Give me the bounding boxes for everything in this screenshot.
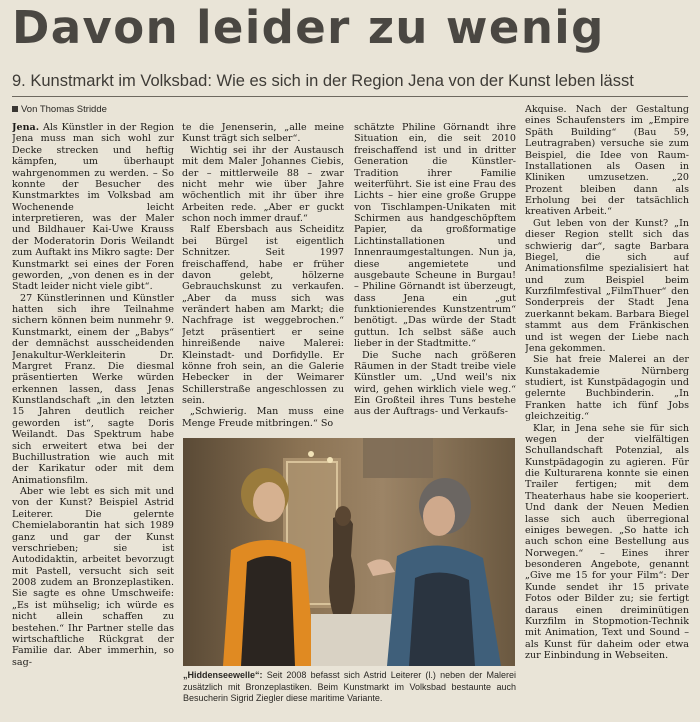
byline-text: Von Thomas Stridde: [21, 104, 107, 115]
caption-text: Seit 2008 befasst sich Astrid Leiterer (l.) neben der Malerei zusätzlich mit Bronzeplastiken. Beim Kunstmarkt im Volksbad bestaunte auch Besucherin Sigrid Ziegler diese maritime Variante.: [183, 670, 516, 703]
paragraph: Die Suche nach größeren Räumen in der Stadt treibe viele Künstler um. „Und weil's nix wird, gehen wirklich viele weg.“ Ein Großteil ihres Tuns bestehe aus der Auftrags- und Verkaufs-: [354, 349, 516, 418]
paragraph: 27 Künstlerinnen und Künstler hatten sich ihre Teilnahme sichern können beim nunmehr 9. Kunstmarkt, einem der „Babys“ der demnächst ausscheidenden Jenakultur-Werkleiterin Dr. Margret Franz. Die diesmal präsentierten Werke würden erkennen lassen, dass Jenas Kunstlandschaft „in den letzten 15 Jahren deutlich reicher geworden ist“, sagte Doris Weilandt. Das Spektrum habe sich erweitert etwa bei der Buchillustration wie auch mit der Karikatur oder mit dem Animationsfilm.: [12, 292, 174, 486]
subheadline: 9. Kunstmarkt im Volksbad: Wie es sich in der Region Jena von der Kunst leben lässt: [12, 72, 634, 90]
article-photo: [183, 438, 515, 666]
paragraph: Gut leben von der Kunst? „In dieser Region stellt sich das schwierig dar“, sagte Barbara Biegel, die sich auf Animationsfilme spezialisiert hat und zum Beispiel beim Kurzfilmfestival „FilmThuer“ den Sonderpreis der Stadt Jena zuerkannt bekam. Barbara Biegel stammt aus dem Fränkischen und ist wegen der Liebe nach Jena gekommen.: [525, 217, 689, 354]
photo-illustration: [183, 438, 515, 666]
paragraph: Akquise. Nach der Gestaltung eines Schaufensters im „Empire Späth Building“ (Bau 59, Leutragraben) versuche sie zum Beispiel, die Idee von Raum-Installationen als Oasen in Kliniken umzusetzen. „20 Prozent bleiben dann als Erholung bei der tatsächlich kreativen Arbeit.“: [525, 104, 689, 218]
paragraph: Wichtig sei ihr der Austausch mit dem Maler Johannes Ciebis, der – mittlerweile 88 – zwar nicht mehr wie über Jahre wöchentlich mit ihr über ihre Arbeiten rede. „Aber er guckt schon noch immer drauf.“: [182, 144, 344, 224]
article-column-4: [525, 104, 689, 702]
caption-title: „Hiddenseewelle“:: [183, 670, 263, 680]
paragraph: schätzte Philine Görnandt ihre Situation ein, die seit 2010 freischaffend ist und in dritter Generation die Künstler-Tradition ihrer Familie weiterführt. Sie ist eine Frau des Lichts – hier eine große Gruppe von Tischlampen-Unikaten mit Schirmen aus handgeschöpftem Papier, da großformatige Lichtinstallationen und Innenraumgestaltungen. Nun ja, diese angemietete und ausgebaute Scheune in Burgau! – Philine Görnandt ist überzeugt, dass Jena ein „gut funktionierendes Kunstzentrum“ benötigt. „Das würde der Stadt guttun. Ich selbst säße auch lieber in der Stadtmitte.“: [354, 122, 516, 350]
byline: [12, 103, 172, 116]
paragraph: [12, 122, 174, 293]
photo-caption: [183, 670, 516, 705]
article-column-3: [354, 122, 516, 440]
paragraph: Klar, in Jena sehe sie für sich wegen der vielfältigen Schullandschaft Potenzial, als Kunstpädagogin zu agieren. Für die Kulturarena konnte sie einen Trailer fertigen; mit dem Theaterhaus habe sie kooperiert. Und dank der Neuen Medien lasse sich auch überregional einiges bewegen. „So hatte ich auch schon eine Bestellung aus Norwegen.“ – Eines ihrer besonderen Angebote, genannt „Give me 15 for your Film“: Der Kunde sendet ihr 15 private Fotos oder Bilder zu; sie fertigt daraus einen dreiminütigen Kurzfilm in Stopmotion-Technik mit Animation, Text und Sound – als Kunst für daheim oder etwa zur Einbindung in Webseiten.: [525, 422, 689, 661]
paragraph: Ralf Ebersbach aus Scheiditz bei Bürgel ist eigentlich Schnitzer. Seit 1997 freischaffend, habe er früher davon gelebt, hölzerne Gebrauchskunst zu verkaufen. „Aber da muss sich was verändert haben am Markt; die Nachfrage ist weggebrochen.“ Jetzt präsentiert er seine hinreißende naive Malerei: Kleinstadt- und Dorfidylle. Er könne froh sein, an die Galerie Hebecker in der Weimarer Schillerstraße angeschlossen zu sein.: [182, 224, 344, 406]
pedestal: [311, 614, 395, 666]
paragraph-text: Als Künstler in der Region Jena muss man sich wohl zur Decke strecken und heftig kämpfen, um überhaupt wahrgenommen zu werden. – So konnte der Besucher des Kunstmarktes im Volksbad am Wochenende leicht interpretieren, was der Maler und Bildhauer Kai-Uwe Krauss der Moderatorin Doris Weilandt zum Auftakt ins Mikro sagte: Der Kunstmarkt sei eines der Foren geworden, „von denen es in der Stadt leider nicht viele gibt“.: [12, 122, 174, 293]
paragraph: „Schwierig. Man muss eine Menge Freude mitbringen.“ So: [182, 406, 344, 429]
article-column-1: [12, 122, 174, 720]
square-bullet-icon: [12, 106, 18, 112]
dateline: Jena.: [12, 122, 40, 133]
headline: Davon leider zu wenig: [12, 1, 605, 54]
article-column-2: [182, 122, 344, 440]
divider-rule: [12, 96, 688, 97]
paragraph: Sie hat freie Malerei an der Kunstakademie Nürnberg studiert, ist Kunstpädagogin und gelernte Buchbinderin. „In Franken hatte ich fünf Jobs gleichzeitig.“: [525, 354, 689, 423]
paragraph: Aber wie lebt es sich mit und von der Kunst? Beispiel Astrid Leiterer. Die gelernte Chemielaborantin hat sich 1989 ganz und gar der Kunst verschrieben; sie ist Autodidaktin, arbeitet bevorzugt mit Pastell, versucht sich seit 2008 zudem an Bronzeplastiken. Sie sagte es ohne Umschweife: „Es ist mühselig; ich würde es nicht allein schaffen zu bestehen.“ Ihr Partner stelle das wirtschaftliche Rückgrat der Familie dar. Aber immerhin, so sag-: [12, 486, 174, 668]
paragraph: te die Jenenserin, „alle meine Kunst trägt sich selber“.: [182, 122, 344, 145]
